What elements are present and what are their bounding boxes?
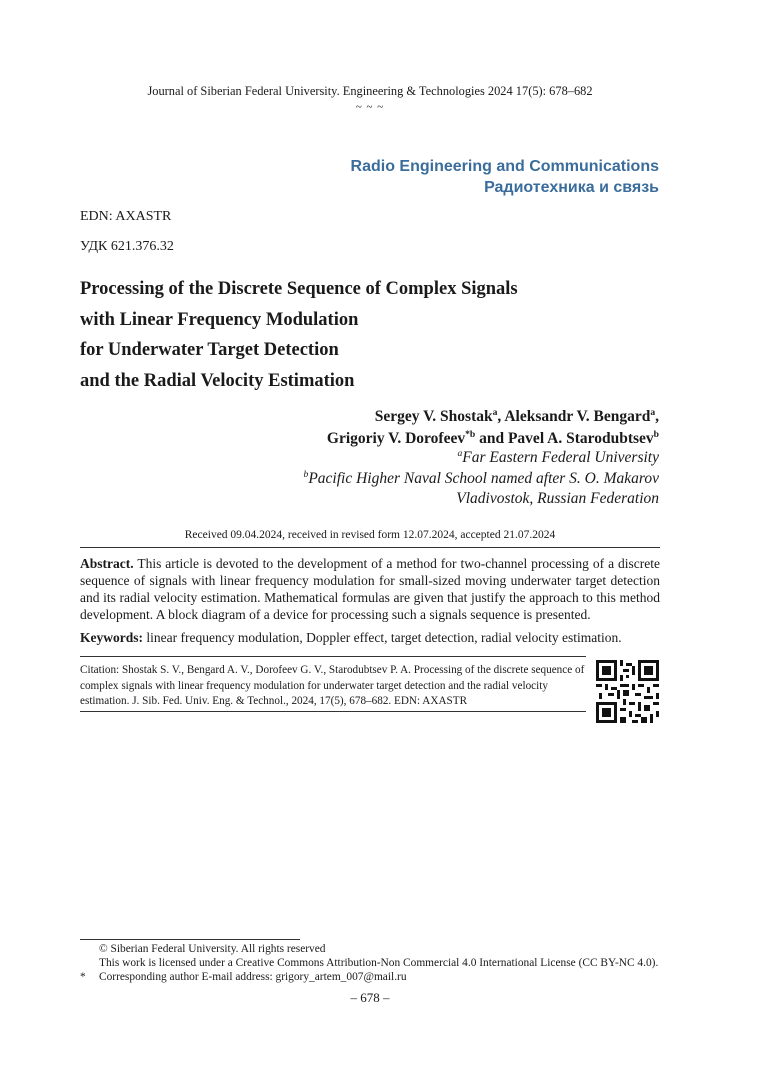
author-separator: , [655,408,659,425]
article-title [80,274,640,396]
abstract-label: Abstract. [80,556,134,571]
section-title-ru: Радиотехника и связь [484,179,659,196]
affil-mark: a [457,448,463,460]
divider [80,547,660,548]
footnote-star: * [80,971,86,983]
affiliation-a: Far Eastern Federal University [462,449,659,466]
corresponding-author-note: Corresponding author E-mail address: grigory_artem_007@mail.ru [99,971,407,983]
abstract [80,555,660,623]
divider [80,656,586,657]
journal-header: Journal of Siberian Federal University. Engineering & Technologies 2024 17(5): 678–682 [147,84,593,98]
author-name: Grigoriy V. Dorofeev [326,429,466,447]
author-affil-mark: b [653,428,659,440]
keywords-text: linear frequency modulation, Doppler effect, target detection, radial velocity estimation. [143,630,622,645]
author-name: Sergey V. Shostak [374,408,493,425]
author-affil-mark: a [650,407,656,419]
author-affil-mark: *b [465,428,476,440]
author-affil-mark: a [492,407,498,419]
author-separator: , [497,408,505,425]
received-dates: Received 09.04.2024, received in revised form 12.07.2024, accepted 21.07.2024 [184,529,556,541]
section-title-en: Radio Engineering and Communications [350,158,659,175]
author-list [99,406,659,449]
author-name: Aleksandr V. Bengard [504,408,651,425]
affiliation-location: Vladivostok, Russian Federation [456,490,659,507]
udk-code: УДК 621.376.32 [80,239,174,254]
author-name: Pavel A. Starodubtsev [507,429,654,447]
edn-code: EDN: AXASTR [80,209,172,224]
affil-mark: b [303,468,309,480]
title-line: Processing of the Discrete Sequence of Complex Signals [80,279,518,299]
footnote-divider [80,939,300,940]
affiliations [99,448,659,510]
header-separator: ~ ~ ~ [355,101,385,113]
divider [80,711,586,712]
affiliation-b: Pacific Higher Naval School named after S. O. Makarov [308,469,659,487]
page-number: – 678 – [350,990,390,1005]
abstract-text: This article is devoted to the development of a method for two-channel processing of a discrete sequence of signals with linear frequency modulation for small-sized moving underwater target detection and its radial velocity estimation. Mathematical formulas are given that justify the approach to this method development. A block diagram of a device for processing such a signals sequence is presented. [80,556,660,622]
title-line: for Underwater Target Detection [80,340,339,360]
title-line: and the Radial Velocity Estimation [80,370,355,391]
title-line: with Linear Frequency Modulation [80,309,359,330]
copyright-note: © Siberian Federal University. All rights reserved [99,943,326,955]
qr-code-icon [596,660,659,723]
license-note: This work is licensed under a Creative Commons Attribution-Non Commercial 4.0 International License (CC BY-NC 4.0). [99,957,659,969]
keywords-label: Keywords: [80,630,143,645]
keywords [80,629,660,646]
author-conjunction: and [475,429,508,447]
citation: Citation: Shostak S. V., Bengard A. V., Dorofeev G. V., Starodubtsev P. A. Processing of the discrete sequence of complex signals with linear frequency modulation for underwater target detection and the radial velocity estimation. J. Sib. Fed. Univ. Eng. & Technol., 2024, 17(5), 678–682. EDN: AXASTR [80,664,585,707]
